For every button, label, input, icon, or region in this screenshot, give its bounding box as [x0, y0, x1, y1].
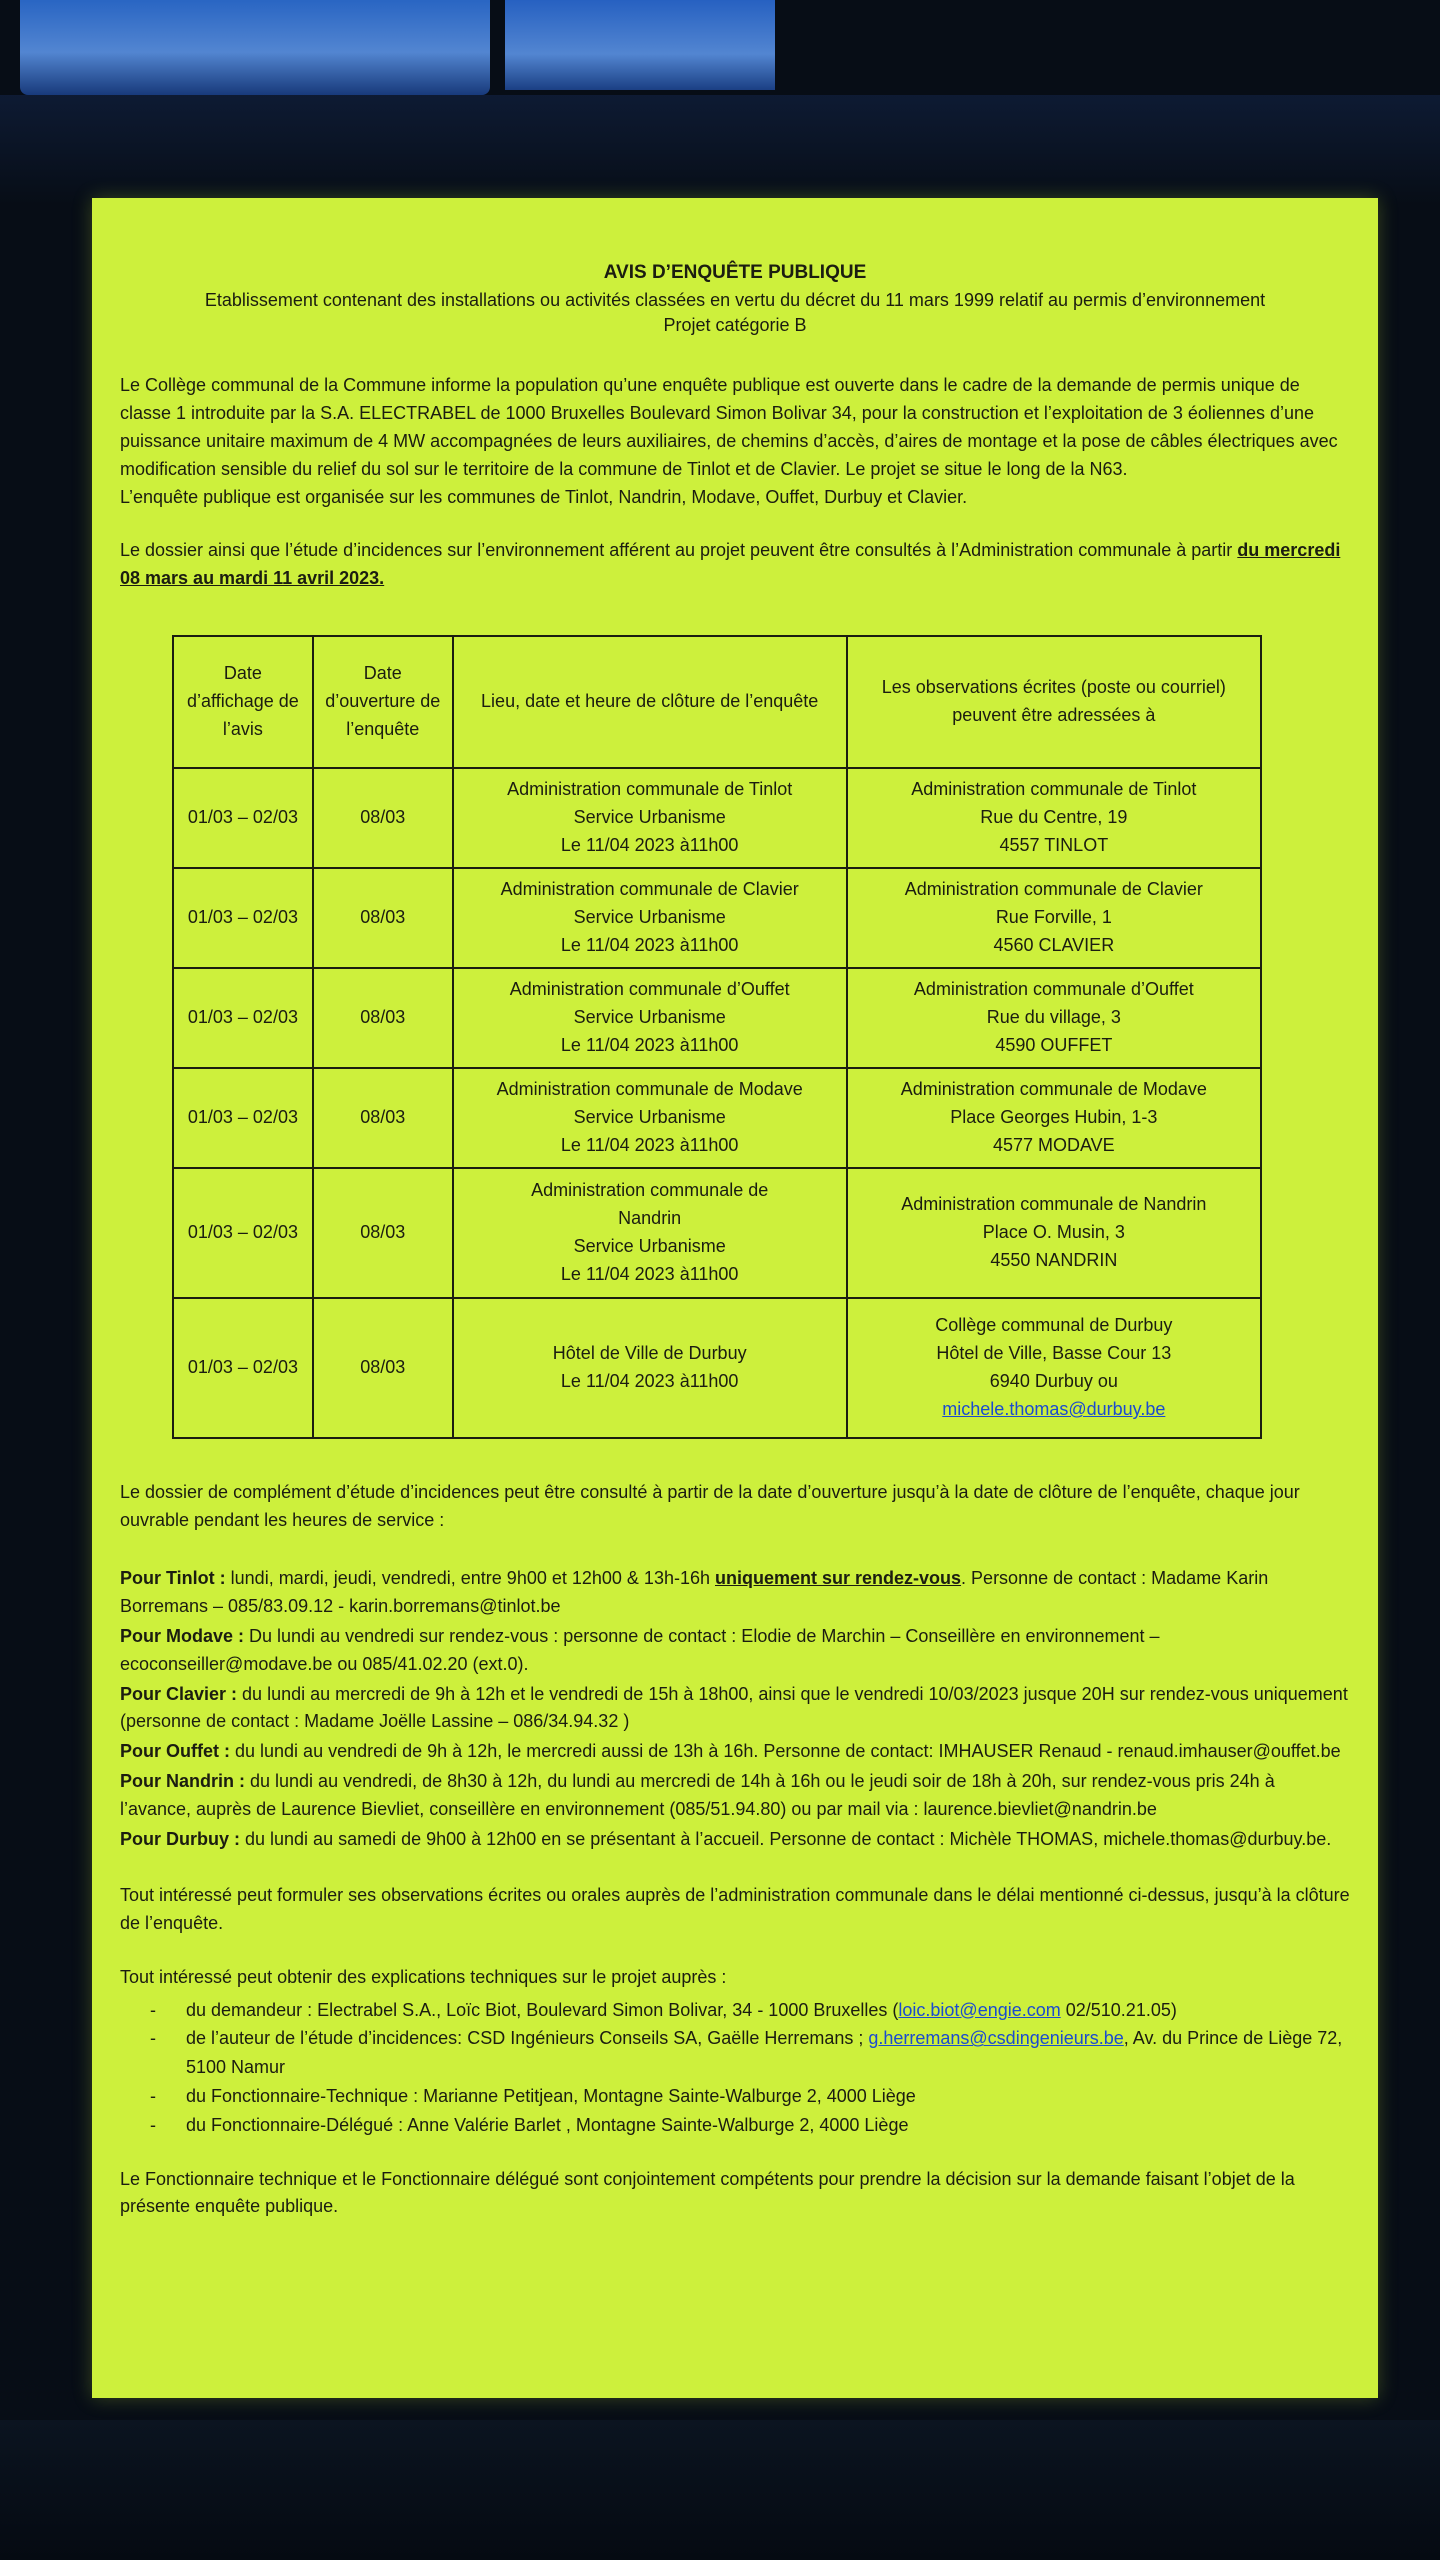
schedule-item	[120, 1738, 1350, 1766]
col-header-observations: Les observations écrites (poste ou courriel) peuvent être adressées à	[847, 636, 1261, 768]
address-line: Place Georges Hubin, 1-3	[950, 1107, 1158, 1128]
lieu-line: Hôtel de Ville de Durbuy	[552, 1343, 747, 1364]
schedule-text: du lundi au samedi de 9h00 à 12h00 en se présentant à l’accueil. Personne de contact : Michèle THOMAS, michele.thomas@durbuy.be.	[240, 1829, 1332, 1850]
ouverture-cell: 08/03	[313, 1168, 453, 1298]
lieu-cell	[453, 1298, 847, 1438]
affichage-cell: 01/03 – 02/03	[173, 1168, 313, 1298]
lieu-line: Administration communale de Tinlot	[507, 779, 793, 800]
contact-text: de l’auteur de l’étude d’incidences: CSD Ingénieurs Conseils SA, Gaëlle Herremans ;	[186, 2028, 869, 2049]
address-cell	[847, 768, 1261, 868]
project-category: Projet catégorie B	[663, 315, 807, 335]
address-line: 4560 CLAVIER	[993, 935, 1115, 956]
schedule-text: du lundi au vendredi de 9h à 12h, le mercredi aussi de 13h à 16h. Personne de contact: IMHAUSER Renaud - renaud.imhauser@ouffet.be	[230, 1741, 1341, 1762]
notice-title: AVIS D’ENQUÊTE PUBLIQUE	[603, 262, 867, 283]
observations-paragraph: Tout intéressé peut formuler ses observations écrites ou orales auprès de l’administration communale dans le délai mentionné ci-dessus, jusqu’à la clôture de l’enquête.	[120, 1884, 1350, 1933]
lieu-line: Service Urbanisme	[573, 1107, 726, 1128]
lieu-line: Administration communale de Clavier	[500, 879, 799, 900]
address-line: Rue du Centre, 19	[980, 807, 1128, 828]
table-body	[173, 768, 1261, 1438]
lieu-line: Administration communale d’Ouffet	[509, 979, 790, 1000]
intro-paragraph: Le Collège communal de la Commune informe la population qu’une enquête publique est ouverte dans le cadre de la demande de permis unique de classe 1 introduite par la S.A. ELECTRABEL de 1000 Bruxelles Boulevard Simon Bolivar 34, pour la construction et l’exploitation de 3 éoliennes d’une puissance unitaire maximum de 4 MW accompagnées de leurs auxiliaires, de chemins d’accès, d’aires de montage et la pose de câbles électriques avec modification sensible du relief du sol sur le territoire de la commune de Tinlot et de Clavier. Le projet se situe le long de la N63.	[120, 375, 1338, 479]
address-line: Administration communale de Tinlot	[911, 779, 1197, 800]
lieu-line: Administration communale de	[531, 1180, 769, 1201]
contact-text: du Fonctionnaire-Technique : Marianne Petitjean, Montagne Sainte-Walburge 2, 4000 Liège	[186, 2085, 916, 2106]
contact-text: du Fonctionnaire-Délégué : Anne Valérie Barlet , Montagne Sainte-Walburge 2, 4000 Liège	[186, 2114, 909, 2135]
communes-paragraph: L’enquête publique est organisée sur les communes de Tinlot, Nandrin, Modave, Ouffet, Durbuy et Clavier.	[120, 486, 968, 507]
lieu-line: Le 11/04 2023 à11h00	[560, 835, 739, 856]
col-header-ouverture: Date d’ouverture de l’enquête	[313, 636, 453, 768]
table-row	[173, 968, 1261, 1068]
schedule-item	[120, 1565, 1350, 1621]
window-reflection	[0, 95, 1440, 205]
schedule-label: Pour Modave :	[120, 1625, 245, 1646]
lieu-line: Administration communale de Modave	[496, 1079, 803, 1100]
lieu-line: Nandrin	[618, 1208, 682, 1229]
address-line: 6940 Durbuy ou	[989, 1371, 1118, 1392]
address-line: 4557 TINLOT	[999, 835, 1109, 856]
lieu-line: Le 11/04 2023 à11h00	[560, 1035, 739, 1056]
address-line: 4590 OUFFET	[995, 1035, 1113, 1056]
schedule-text: lundi, mardi, jeudi, vendredi, entre 9h00 et 12h00 & 13h-16h	[225, 1568, 715, 1589]
lieu-line: Le 11/04 2023 à11h00	[560, 1135, 739, 1156]
contact-email-link[interactable]: g.herremans@csdingenieurs.be	[868, 2028, 1124, 2049]
contact-item	[150, 2111, 1350, 2140]
schedule-item	[120, 1826, 1350, 1854]
window-reflection	[505, 0, 775, 90]
final-paragraph: Le Fonctionnaire technique et le Fonctionnaire délégué sont conjointement compétents pour prendre la décision sur la demande faisant l’objet de la présente enquête publique.	[120, 2168, 1295, 2217]
address-line: Hôtel de Ville, Basse Cour 13	[936, 1343, 1172, 1364]
ouverture-cell: 08/03	[313, 868, 453, 968]
table-row	[173, 868, 1261, 968]
schedule-label: Pour Ouffet :	[120, 1741, 230, 1762]
table-row	[173, 1168, 1261, 1298]
notice-subtitle: Etablissement contenant des installations ou activités classées en vertu du décret du 11 mars 1999 relatif au permis d’environnement	[204, 290, 1266, 310]
address-line: Collège communal de Durbuy	[935, 1315, 1173, 1336]
schedule-text: du lundi au mercredi de 9h à 12h et le vendredi de 15h à 18h00, ainsi que le vendredi 10/03/2023 jusque 20H sur rendez-vous uniquement (personne de contact : Madame Joëlle Lassine – 086/34.94.32 )	[120, 1683, 1348, 1732]
lieu-cell	[453, 968, 847, 1068]
lieu-line: Service Urbanisme	[573, 907, 726, 928]
address-cell	[847, 1168, 1261, 1298]
table-row	[173, 768, 1261, 868]
affichage-cell: 01/03 – 02/03	[173, 1298, 313, 1438]
poster-header	[120, 262, 1350, 336]
address-line: Place O. Musin, 3	[982, 1222, 1125, 1243]
address-line: Administration communale de Clavier	[904, 879, 1203, 900]
display-frame	[0, 2420, 1440, 2560]
contact-text: du demandeur : Electrabel S.A., Loïc Biot, Boulevard Simon Bolivar, 34 - 1000 Bruxelles (	[186, 1999, 899, 2020]
address-line: Rue du village, 3	[986, 1007, 1121, 1028]
lieu-line: Le 11/04 2023 à11h00	[560, 1264, 739, 1285]
schedule-emphasis: uniquement sur rendez-vous	[715, 1568, 962, 1589]
contact-item	[150, 2082, 1350, 2111]
schedule-item	[120, 1681, 1350, 1737]
explanations-intro: Tout intéressé peut obtenir des explications techniques sur le projet auprès :	[120, 1966, 727, 1987]
schedule-item	[120, 1623, 1350, 1679]
lieu-line: Le 11/04 2023 à11h00	[560, 1371, 739, 1392]
schedule-tail: . Personne de contact : Madame Karin Borremans – 085/83.09.12 - karin.borremans@tinlot.be	[120, 1568, 1269, 1616]
window-reflection	[20, 0, 490, 95]
address-cell	[847, 1068, 1261, 1168]
address-line: 4550 NANDRIN	[990, 1250, 1118, 1271]
lieu-cell	[453, 868, 847, 968]
address-line: Rue Forville, 1	[995, 907, 1112, 928]
ouverture-cell: 08/03	[313, 1068, 453, 1168]
schedule-label: Pour Durbuy :	[120, 1829, 240, 1850]
lieu-cell	[453, 1068, 847, 1168]
lieu-cell	[453, 768, 847, 868]
schedule-text: du lundi au vendredi, de 8h30 à 12h, du lundi au mercredi de 14h à 16h ou le jeudi soir de 18h à 20h, sur rendez-vous pris 24h à l’avance, auprès de Laurence Bievliet, conseillère en environnement (085/51.94.80) ou par mail via : laurence.bievliet@nandrin.be	[120, 1771, 1275, 1820]
contact-tail: 02/510.21.05)	[1060, 1999, 1177, 2020]
address-line: 4577 MODAVE	[992, 1135, 1115, 1156]
schedule-text: Du lundi au vendredi sur rendez-vous : personne de contact : Elodie de Marchin – Conseillère en environnement – ecoconseiller@modave.be ou 085/41.02.20 (ext.0).	[120, 1625, 1160, 1674]
dossier-complement: Le dossier de complément d’étude d’incidences peut être consulté à partir de la date d’ouverture jusqu’à la date de clôture de l’enquête, chaque jour ouvrable pendant les heures de service :	[120, 1482, 1300, 1531]
email-link[interactable]: michele.thomas@durbuy.be	[942, 1399, 1166, 1420]
consultation-period: du mercredi 08 mars au mardi 11 avril 2023.	[120, 540, 1341, 589]
ouverture-cell: 08/03	[313, 768, 453, 868]
address-line: Administration communale de Nandrin	[901, 1194, 1207, 1215]
address-line: Administration communale de Modave	[900, 1079, 1207, 1100]
lieu-cell	[453, 1168, 847, 1298]
affichage-cell: 01/03 – 02/03	[173, 968, 313, 1068]
lieu-line: Service Urbanisme	[573, 1007, 726, 1028]
address-cell	[847, 968, 1261, 1068]
affichage-cell: 01/03 – 02/03	[173, 1068, 313, 1168]
schedule-label: Pour Tinlot :	[120, 1568, 226, 1589]
affichage-cell: 01/03 – 02/03	[173, 768, 313, 868]
contact-item	[150, 2024, 1350, 2082]
table-header-row	[173, 636, 1261, 768]
consultation-paragraph	[120, 537, 1350, 593]
schedule-label: Pour Clavier :	[120, 1683, 238, 1704]
contact-item	[150, 1996, 1350, 2025]
lieu-line: Le 11/04 2023 à11h00	[560, 935, 739, 956]
schedule-label: Pour Nandrin :	[120, 1771, 245, 1792]
enquiry-table	[172, 635, 1262, 1439]
affichage-cell: 01/03 – 02/03	[173, 868, 313, 968]
public-notice-poster	[92, 198, 1378, 2398]
lieu-line: Service Urbanisme	[573, 1236, 726, 1257]
table-row	[173, 1068, 1261, 1168]
address-line: Administration communale d’Ouffet	[913, 979, 1194, 1000]
schedule-item	[120, 1768, 1350, 1824]
consultation-text: Le dossier ainsi que l’étude d’incidences sur l’environnement afférent au projet peuvent être consultés à l’Administration communale à partir	[120, 540, 1238, 561]
lieu-line: Service Urbanisme	[573, 807, 726, 828]
address-cell	[847, 868, 1261, 968]
ouverture-cell: 08/03	[313, 1298, 453, 1438]
col-header-affichage: Date d’affichage de l’avis	[173, 636, 313, 768]
schedules-list	[120, 1565, 1350, 1854]
contacts-list	[150, 1996, 1350, 2140]
contact-tail: , Av. du Prince de Liège 72, 5100 Namur	[186, 2028, 1343, 2078]
poster-content	[120, 198, 1350, 2221]
address-cell	[847, 1298, 1261, 1438]
col-header-lieu: Lieu, date et heure de clôture de l’enquête	[453, 636, 847, 768]
ouverture-cell: 08/03	[313, 968, 453, 1068]
table-row	[173, 1298, 1261, 1438]
contact-email-link[interactable]: loic.biot@engie.com	[898, 1999, 1061, 2020]
